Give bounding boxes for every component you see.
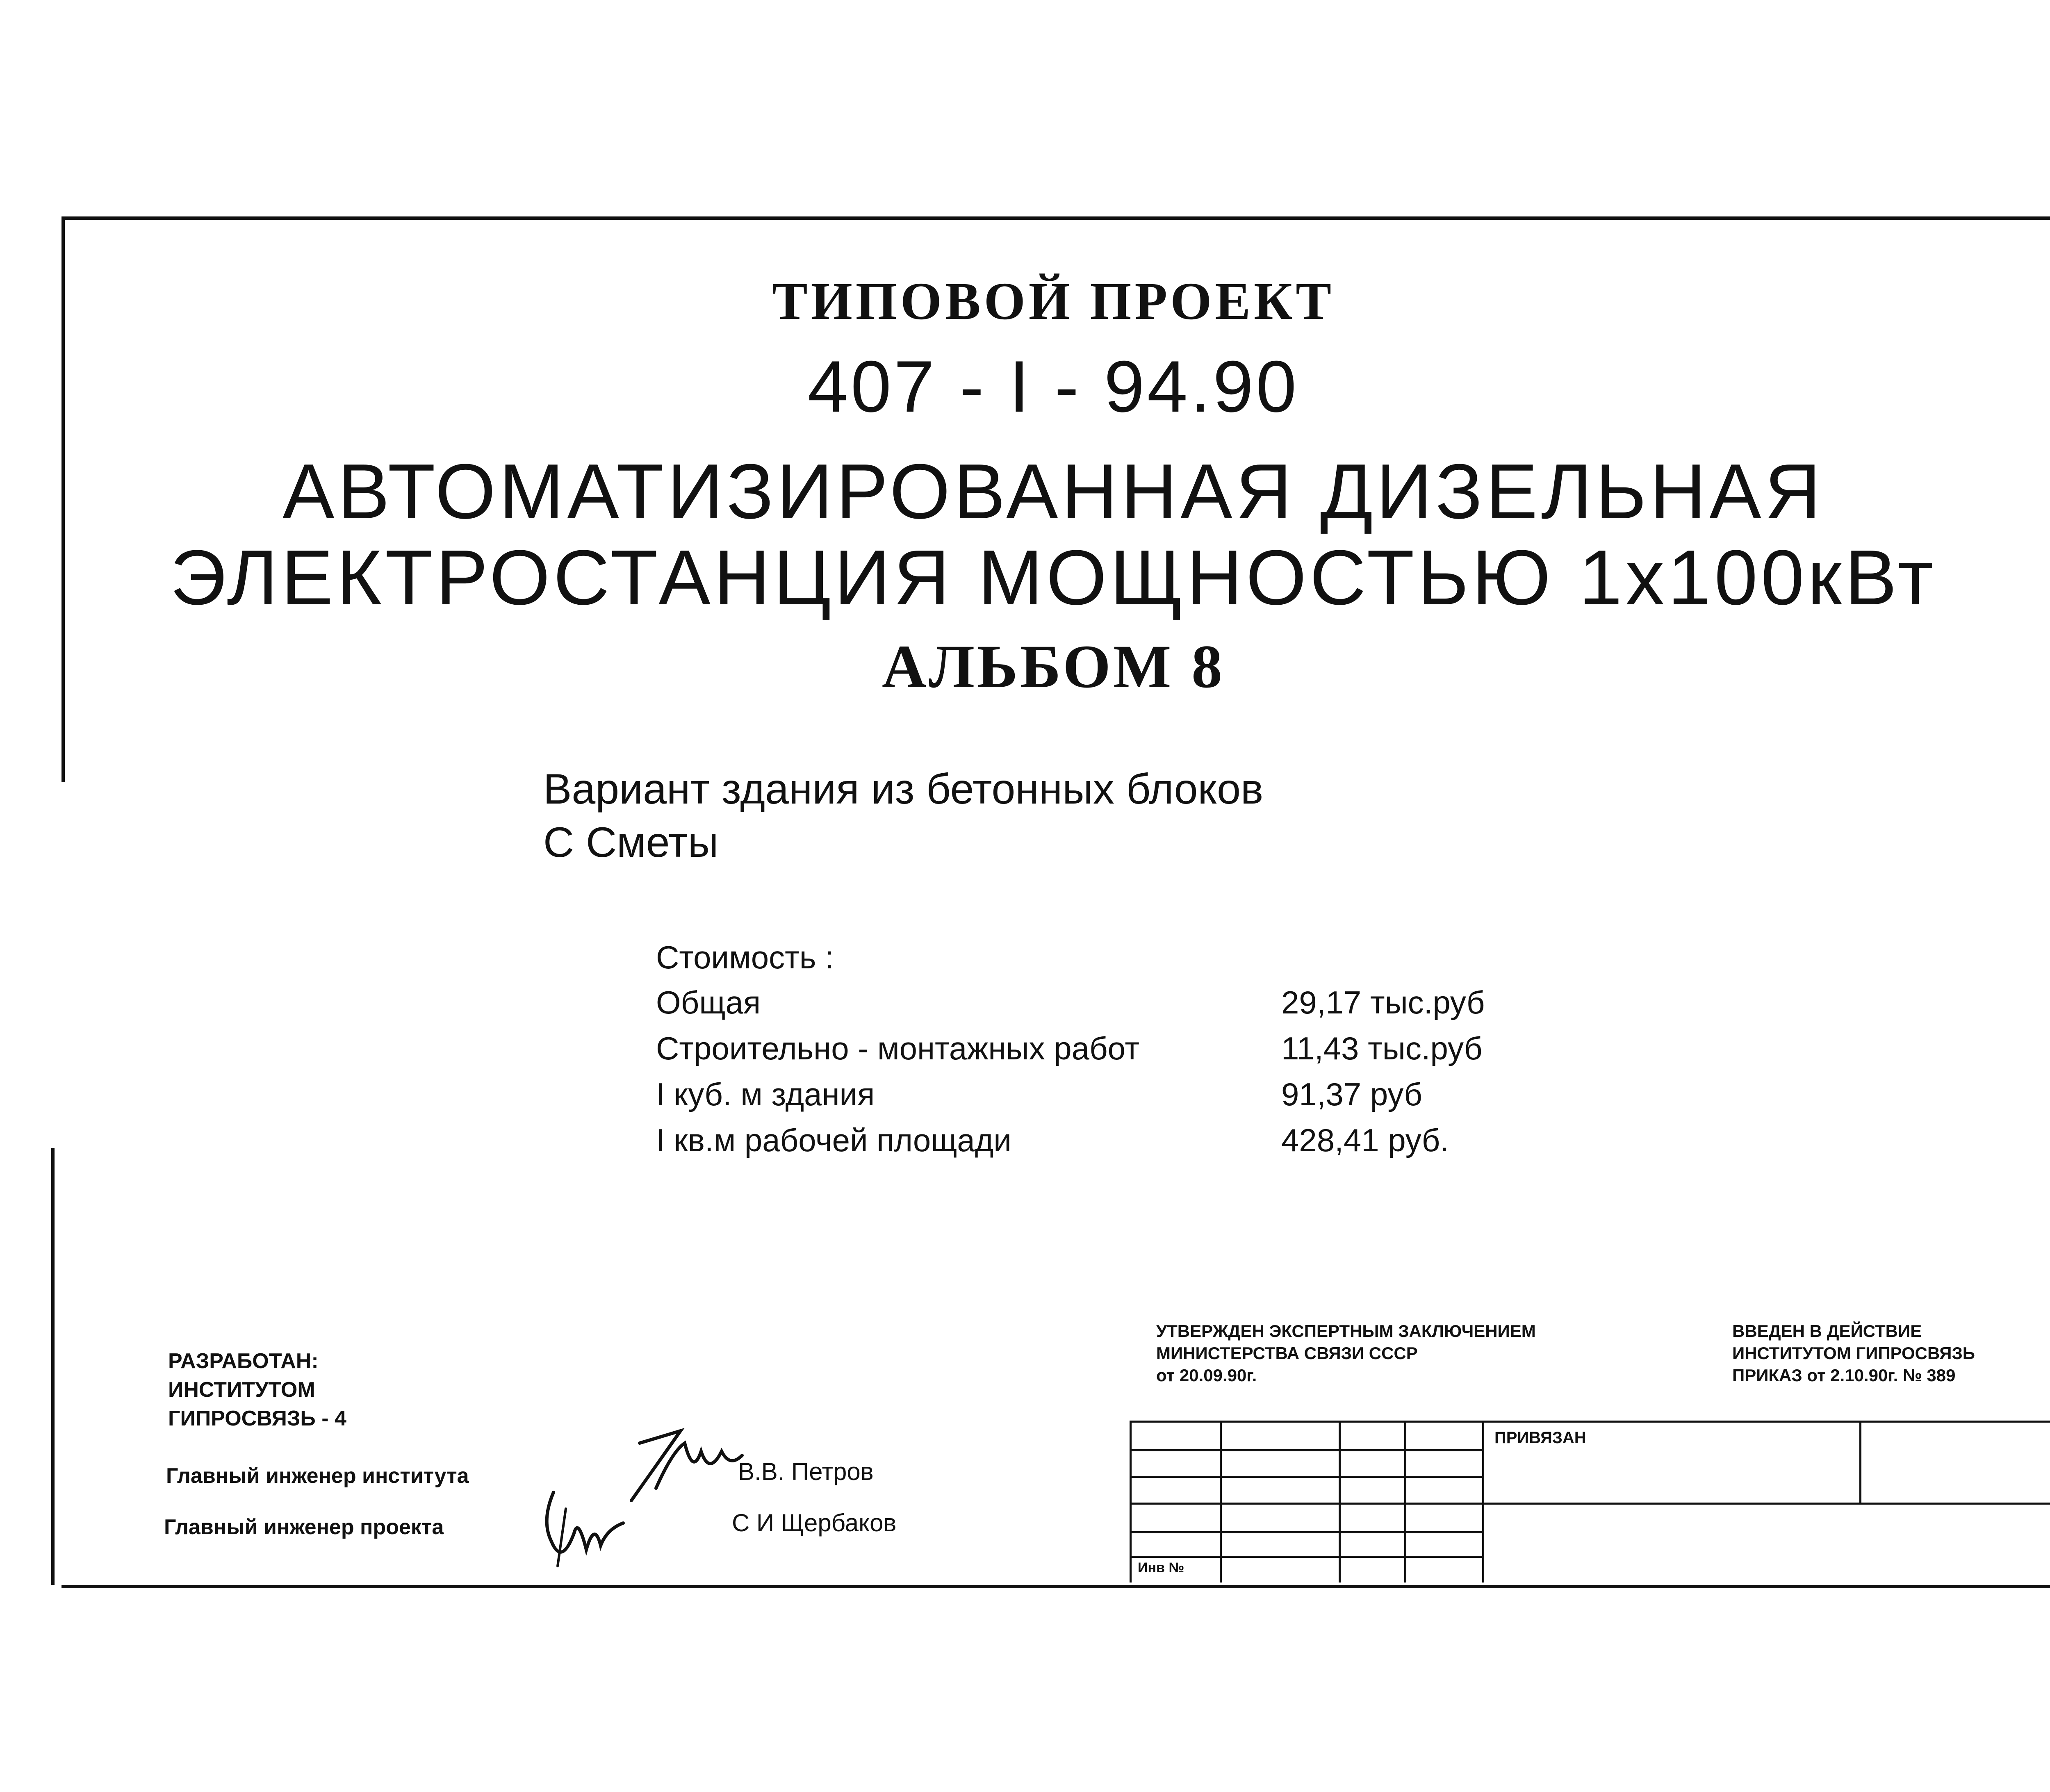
cost-row xyxy=(656,1122,1449,1168)
stamp-line xyxy=(1130,1531,1482,1533)
cost-row xyxy=(656,984,1485,1030)
enactment-line-3: ПРИКАЗ от 2.10.90г. № 389 xyxy=(1732,1366,1956,1385)
cost-value: 428,41 руб. xyxy=(1281,1122,1449,1158)
project-number: 407 - I - 94.90 xyxy=(807,346,1299,427)
stamp-line xyxy=(1130,1476,1482,1478)
approval-line-1: УТВЕРЖДЕН ЭКСПЕРТНЫМ ЗАКЛЮЧЕНИЕМ xyxy=(1156,1321,1536,1341)
cost-row xyxy=(656,1030,1483,1076)
stamp-line xyxy=(1130,1421,1132,1583)
cost-label: I куб. м здания xyxy=(656,1076,875,1112)
stamp-line xyxy=(1339,1421,1341,1583)
album-number: АЛЬБОМ 8 xyxy=(882,633,1225,701)
stamp-line xyxy=(1130,1503,2050,1505)
stamp-line xyxy=(1130,1556,1482,1558)
developer-line-3: ГИПРОСВЯЗЬ - 4 xyxy=(168,1407,346,1430)
stamp-line xyxy=(1482,1421,1484,1583)
cost-row xyxy=(656,1076,1422,1122)
chief-engineer-institute-name: В.В. Петров xyxy=(738,1458,874,1485)
enactment-line-1: ВВЕДЕН В ДЕЙСТВИЕ xyxy=(1732,1321,1922,1341)
project-series: ТИПОВОЙ ПРОЕКТ xyxy=(772,272,1335,331)
project-title-line-2: ЭЛЕКТРОСТАНЦИЯ МОЩНОСТЬЮ 1x100кВт xyxy=(170,534,1937,621)
stamp-line xyxy=(1220,1421,1222,1583)
cost-block xyxy=(656,939,1485,1168)
cost-value: 11,43 тыс.руб xyxy=(1281,1030,1483,1066)
cost-heading: Стоимость : xyxy=(656,939,834,975)
chief-engineer-project-role: Главный инженер проекта xyxy=(164,1515,444,1539)
variant-block xyxy=(543,763,1263,869)
approval-block xyxy=(1156,1320,1536,1387)
stamp-line xyxy=(1130,1449,1482,1451)
enactment-line-2: ИНСТИТУТОМ ГИПРОСВЯЗЬ xyxy=(1732,1343,1975,1363)
chief-engineer-institute-role: Главный инженер института xyxy=(166,1464,469,1488)
signature-petrov-icon xyxy=(623,1427,746,1509)
variant-section: С Сметы xyxy=(543,819,719,866)
cost-value: 91,37 руб xyxy=(1281,1076,1422,1112)
developer-block xyxy=(168,1347,346,1433)
enactment-block xyxy=(1732,1320,1975,1387)
frame-left-edge-lower xyxy=(51,1148,55,1585)
variant-description: Вариант здания из бетонных блоков xyxy=(543,765,1264,813)
stamp-inventory-label: Инв № xyxy=(1138,1560,1184,1576)
cost-label: I кв.м рабочей площади xyxy=(656,1122,1011,1158)
developer-line-1: РАЗРАБОТАН: xyxy=(168,1349,319,1373)
stamp-attached-label: ПРИВЯЗАН xyxy=(1494,1429,1586,1447)
project-title-line-1: АВТОМАТИЗИРОВАННАЯ ДИЗЕЛЬНАЯ xyxy=(282,448,1824,535)
chief-engineer-project-name: С И Щербаков xyxy=(732,1509,897,1537)
approval-line-3: от 20.09.90г. xyxy=(1156,1366,1257,1385)
stamp-line xyxy=(1404,1421,1406,1583)
cost-label: Строительно - монтажных работ xyxy=(656,1030,1140,1066)
cost-value: 29,17 тыс.руб xyxy=(1281,984,1485,1020)
signature-shcherbakov-icon xyxy=(529,1484,627,1570)
cost-label: Общая xyxy=(656,984,761,1020)
stamp-line xyxy=(1130,1421,2050,1423)
stamp-table xyxy=(1130,1421,2050,1583)
stamp-line xyxy=(1859,1421,1861,1503)
approval-line-2: МИНИСТЕРСТВА СВЯЗИ СССР xyxy=(1156,1343,1418,1363)
developer-line-2: ИНСТИТУТОМ xyxy=(168,1378,315,1402)
